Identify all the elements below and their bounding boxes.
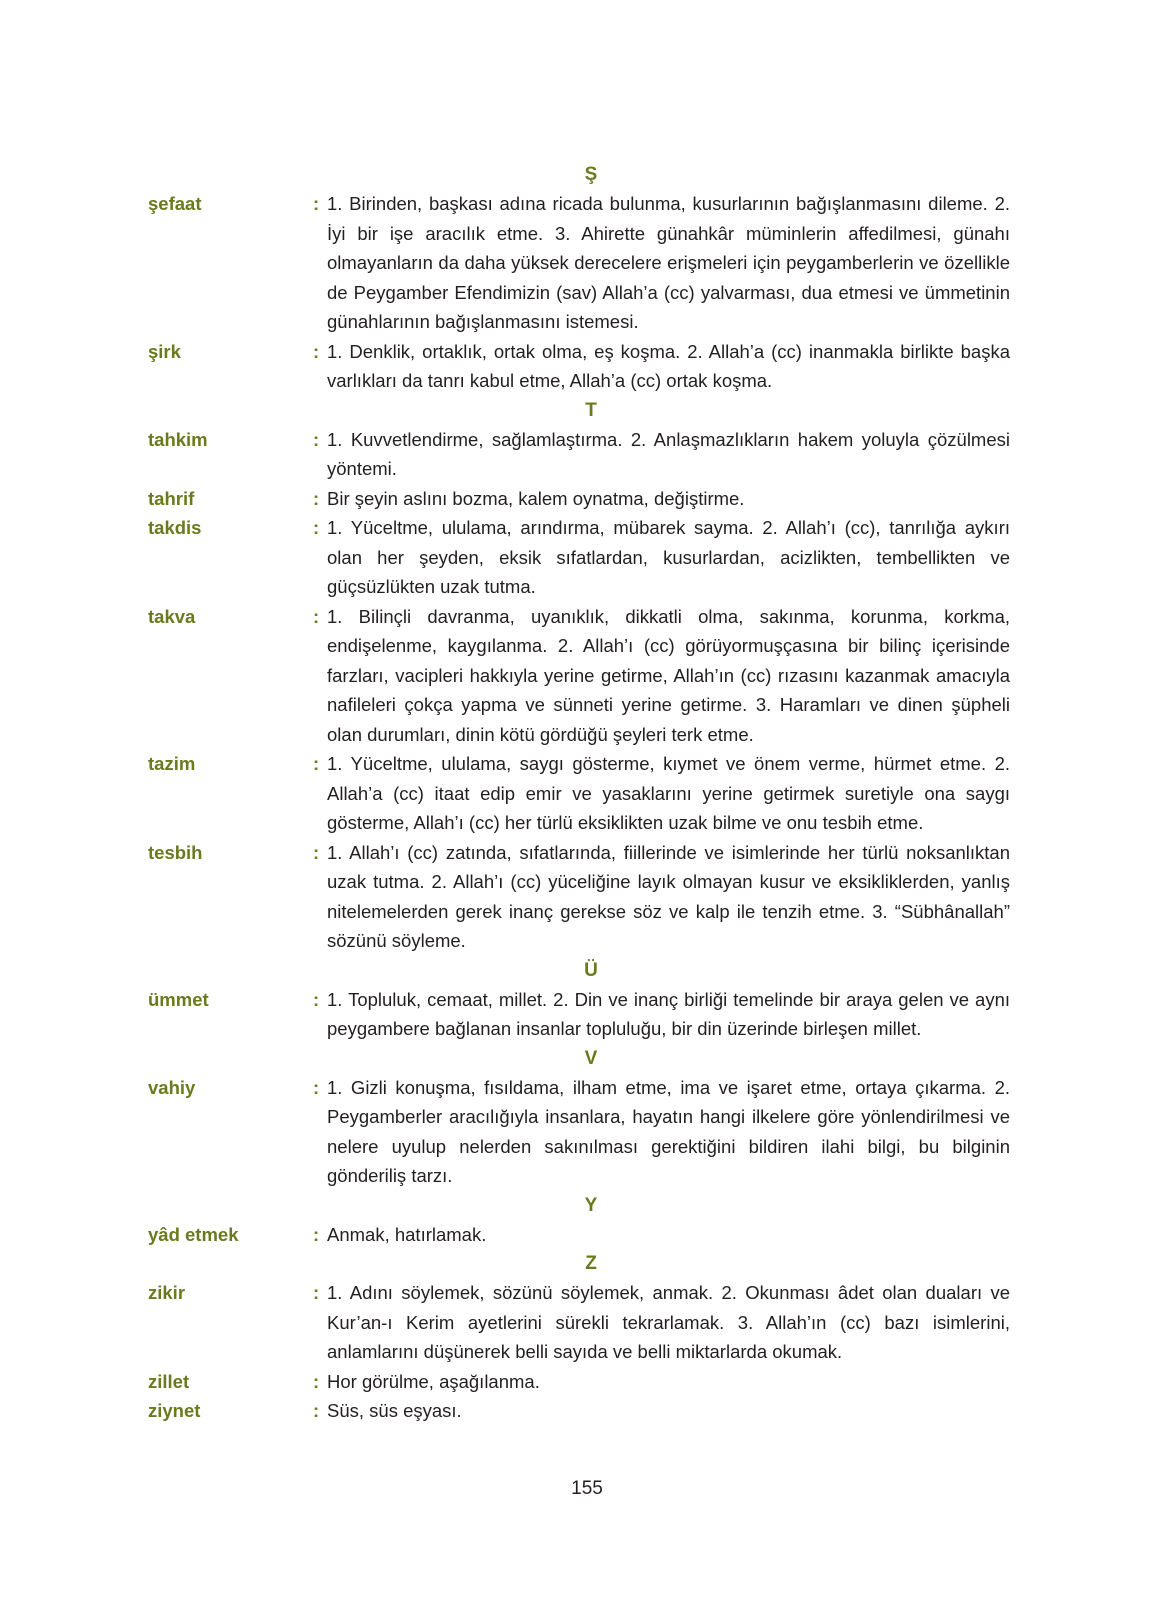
page-number: 155 — [571, 1478, 603, 1499]
definition: 1. Denklik, ortaklık, ortak olma, eş koşma. 2. Allah’a (cc) inanmakla birlikte başka varlıkları da tanrı kabul etme, Allah’a (cc) ortak koşma. — [327, 340, 1010, 391]
term: şefaat — [148, 193, 202, 214]
colon: : — [313, 841, 320, 863]
definition: 1. Bilinçli davranma, uyanıklık, dikkatli olma, sakınma, korunma, korkma, endişelenme, kaygılanma. 2. Allah’ı (cc) görüyormuşçasına bir bilinç içerisinde farzları, vacipleri hakkıyla yerine getirme, Allah’ın (cc) rızasını kazanmak amacıyla nafileleri çokça yapma ve sünneti yerine getirme. 3. Haramları ve dinen şüpheli olan durumları, dinin kötü gördüğü şeyleri terk etme. — [327, 605, 1010, 745]
term: tazim — [148, 753, 196, 774]
glossary-entry-zikir — [148, 1278, 1028, 1367]
glossary-entry-ummet — [148, 985, 1028, 1044]
colon: : — [313, 753, 320, 774]
colon: : — [313, 487, 320, 509]
glossary-entry-sefaat — [148, 189, 1028, 337]
glossary-entry-tazim — [148, 749, 1028, 838]
colon: : — [313, 605, 320, 627]
term: tahrif — [148, 487, 195, 509]
definition: Süs, süs eşyası. — [327, 1400, 462, 1421]
definition: 1. Birinden, başkası adına ricada bulunma, kusurlarının bağışlanmasını dileme. 2. İyi bir işe aracılık etme. 3. Ahirette günahkâr müminlerin affedilmesi, günahı olmayanların da daha yüksek derecelere erişmeleri için peygamberlerin ve özellikle de Peygamber Efendimizin (sav) Allah’a (cc) yalvarması, dua etmesi ve ümmetinin günahlarının bağışlanmasını istemesi. — [327, 193, 1010, 332]
colon: : — [313, 517, 320, 538]
definition: 1. Yüceltme, ululama, arındırma, mübarek sayma. 2. Allah’ı (cc), tanrılığa aykırı olan her şeyden, eksik sıfatlardan, kusurlardan, acizlikten, tembellikten ve güçsüzlükten uzak tutma. — [327, 517, 1010, 597]
definition: 1. Gizli konuşma, fısıldama, ilham etme, ima ve işaret etme, ortaya çıkarma. 2. Peygamberler aracılığıyla insanlara, hayatın hangi ilkelere göre yönlendirilmesi ve nelere uyulup nelerden sakınılması gerektiğini bildiren ilahi bilgi, bu bilginin gönderiliş tarzı. — [327, 1076, 1010, 1186]
colon: : — [313, 1076, 320, 1098]
glossary-entry-tesbih — [148, 838, 1028, 956]
definition: 1. Allah’ı (cc) zatında, sıfatlarında, fiillerinde ve isimlerinde her türlü noksanlıktan uzak tutma. 2. Allah’ı (cc) yüceliğine layık olmayan kusur ve eksikliklerden, yanlış nitelemelerden gerek inanç gerekse söz ve kalp ile tenzih etme. 3. “Sübhânallah” sözünü söyleme. — [327, 841, 1010, 951]
section-letter: Z — [585, 1253, 597, 1274]
term: zillet — [148, 1370, 190, 1392]
term: zikir — [148, 1282, 186, 1303]
term: takva — [148, 605, 196, 627]
section-letter: Ş — [584, 164, 598, 185]
colon: : — [313, 988, 320, 1010]
definition: 1. Kuvvetlendirme, sağlamlaştırma. 2. Anlaşmazlıkların hakem yoluyla çözülmesi yöntemi. — [327, 428, 1010, 479]
definition: Hor görülme, aşağılanma. — [327, 1370, 540, 1392]
definition: 1. Yüceltme, ululama, saygı gösterme, kıymet ve önem verme, hürmet etme. 2. Allah’a (cc) itaat edip emir ve yasaklarını yerine getirmek suretiyle ona saygı gösterme, Allah’ı (cc) her türlü eksiklikten uzak bilme ve onu tesbih etme. — [327, 753, 1010, 833]
term: tahkim — [148, 428, 208, 450]
definition: 1. Adını söylemek, sözünü söylemek, anmak. 2. Okunması âdet olan duaları ve Kur’an-ı Kerim ayetlerini sürekli tekrarlamak. 3. Allah’ın (cc) bazı isimlerini, anlamlarını düşünerek belli sayıda ve belli miktarlarda okumak. — [327, 1282, 1010, 1362]
glossary-entry-tahkim — [148, 425, 1028, 484]
colon: : — [313, 1223, 320, 1245]
colon: : — [313, 1370, 320, 1392]
glossary-entry-sirk — [148, 337, 1028, 396]
glossary-entry-zillet — [148, 1367, 1028, 1397]
glossary-entry-takva — [148, 602, 1028, 750]
term: ümmet — [148, 988, 209, 1010]
term: takdis — [148, 517, 202, 538]
glossary-entry-takdis — [148, 513, 1028, 602]
section-letter: Ü — [584, 959, 598, 981]
colon: : — [313, 1400, 320, 1421]
section-letter: V — [584, 1047, 598, 1069]
glossary-entry-ziynet — [148, 1396, 1028, 1426]
term: vahiy — [148, 1076, 196, 1098]
colon: : — [313, 428, 320, 450]
section-letter: Y — [584, 1194, 598, 1216]
section-letter: T — [585, 399, 597, 421]
colon: : — [313, 340, 320, 362]
term: tesbih — [148, 841, 203, 863]
definition: Bir şeyin aslını bozma, kalem oynatma, değiştirme. — [327, 487, 745, 509]
colon: : — [313, 1282, 320, 1303]
definition: 1. Topluluk, cemaat, millet. 2. Din ve inanç birliği temelinde bir araya gelen ve aynı peygambere bağlanan insanlar topluluğu, bir din üzerinde birleşen millet. — [327, 988, 1010, 1039]
colon: : — [313, 193, 320, 214]
glossary — [148, 160, 1028, 1426]
glossary-entry-tahrif — [148, 484, 1028, 514]
glossary-entry-vahiy — [148, 1073, 1028, 1191]
definition: Anmak, hatırlamak. — [327, 1223, 487, 1245]
term: şirk — [148, 340, 181, 362]
glossary-entry-yad-etmek — [148, 1220, 1028, 1250]
term: yâd etmek — [148, 1223, 239, 1245]
term: ziynet — [148, 1400, 201, 1421]
